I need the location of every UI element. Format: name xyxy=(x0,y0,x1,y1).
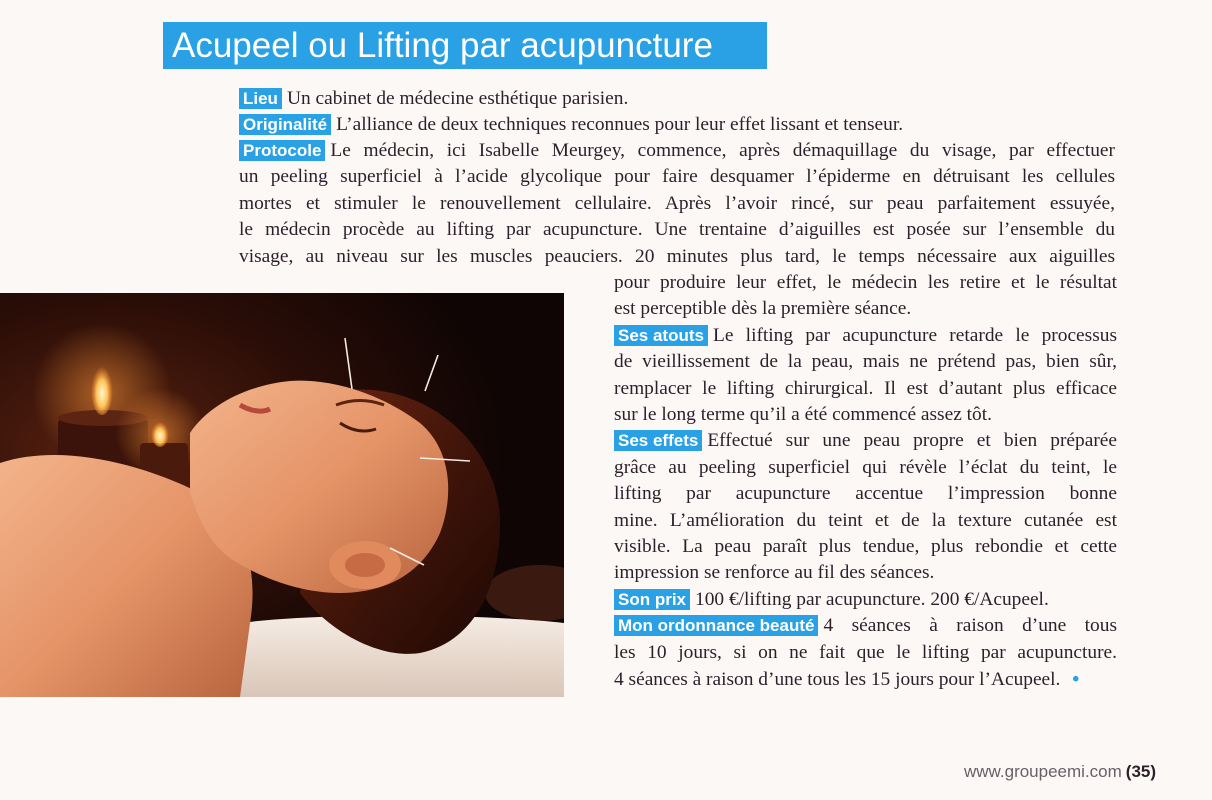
atouts-last-line: sur le long terme qu’il a été commencé assez tôt. xyxy=(614,404,992,426)
section-protocole xyxy=(239,138,1115,270)
protocole-line: mortes et stimuler le renouvellement cellulaire. Après l’avoir rincé, sur peau parfaitement essuyée, xyxy=(239,192,1115,214)
page-number: (35) xyxy=(1125,762,1157,781)
ordonnance-line: Mon ordonnance beauté 4 séances à raison d’une tous xyxy=(614,613,1117,639)
protocole-line: le médecin procède au lifting par acupuncture. Une trentaine d’aiguilles est posée sur l’ensemble du xyxy=(239,219,1115,241)
protocole-last-line: est perceptible dès la première séance. xyxy=(614,298,912,320)
atouts-label: Ses atouts xyxy=(614,325,708,346)
originalite-text: L’alliance de deux techniques reconnues pour leur effet lissant et tenseur. xyxy=(336,114,904,135)
effets-last-line: impression se renforce au fil des séances. xyxy=(614,562,935,584)
effets-line: lifting par acupuncture accentue l’impression bonne xyxy=(614,483,1117,505)
protocole-line: un peeling superficiel à l’acide glycolique pour faire desquamer l’épiderme en détruisant les cellules xyxy=(239,166,1115,188)
section-lieu xyxy=(239,86,1119,112)
effets-line: visible. La peau paraît plus tendue, plus rebondie et cette xyxy=(614,536,1117,558)
ordonnance-line: les 10 jours, si on ne fait que le lifting par acupuncture. xyxy=(614,641,1117,663)
prix-line: Son prix 100 €/lifting par acupuncture. 200 €/Acupeel. xyxy=(614,587,1117,613)
atouts-line: de vieillissement de la peau, mais ne prétend pas, bien sûr, xyxy=(614,351,1117,373)
protocole-line: pour produire leur effet, le médecin les retire et le résultat xyxy=(614,272,1117,293)
acupuncture-photo xyxy=(0,293,564,697)
effets-line: grâce au peeling superficiel qui révèle l’éclat du teint, le xyxy=(614,456,1117,478)
effets-line: Ses effets Effectué sur une peau propre et bien préparée xyxy=(614,428,1117,454)
end-mark: • xyxy=(1072,668,1080,691)
lieu-text: Un cabinet de médecine esthétique parisien. xyxy=(286,88,629,109)
protocole-label: Protocole xyxy=(239,140,325,161)
protocole-line: Protocole Le médecin, ici Isabelle Meurgey, commence, après démaquillage du visage, par effectuer xyxy=(239,138,1115,164)
ordonnance-label: Mon ordonnance beauté xyxy=(614,615,818,636)
effets-line: mine. L’amélioration du teint et de la texture cutanée est xyxy=(614,509,1117,531)
page-footer xyxy=(964,762,1156,782)
effets-label: Ses effets xyxy=(614,430,702,451)
section-originalite xyxy=(239,112,1119,138)
footer-site: www.groupeemi.com xyxy=(964,762,1122,781)
right-column xyxy=(614,270,1117,694)
article-title: Acupeel ou Lifting par acupuncture xyxy=(163,22,767,69)
atouts-line: Ses atouts Le lifting par acupuncture retarde le processus xyxy=(614,323,1117,349)
protocole-line: visage, au niveau sur les muscles peauciers. 20 minutes plus tard, le temps nécessaire aux aiguilles xyxy=(239,245,1115,267)
ordonnance-last-line: 4 séances à raison d’une tous les 15 jours pour l’Acupeel. • xyxy=(614,668,1080,691)
prix-label: Son prix xyxy=(614,589,690,610)
atouts-line: remplacer le lifting chirurgical. Il est d’autant plus efficace xyxy=(614,377,1117,399)
lieu-label: Lieu xyxy=(239,88,282,109)
originalite-label: Originalité xyxy=(239,114,331,135)
